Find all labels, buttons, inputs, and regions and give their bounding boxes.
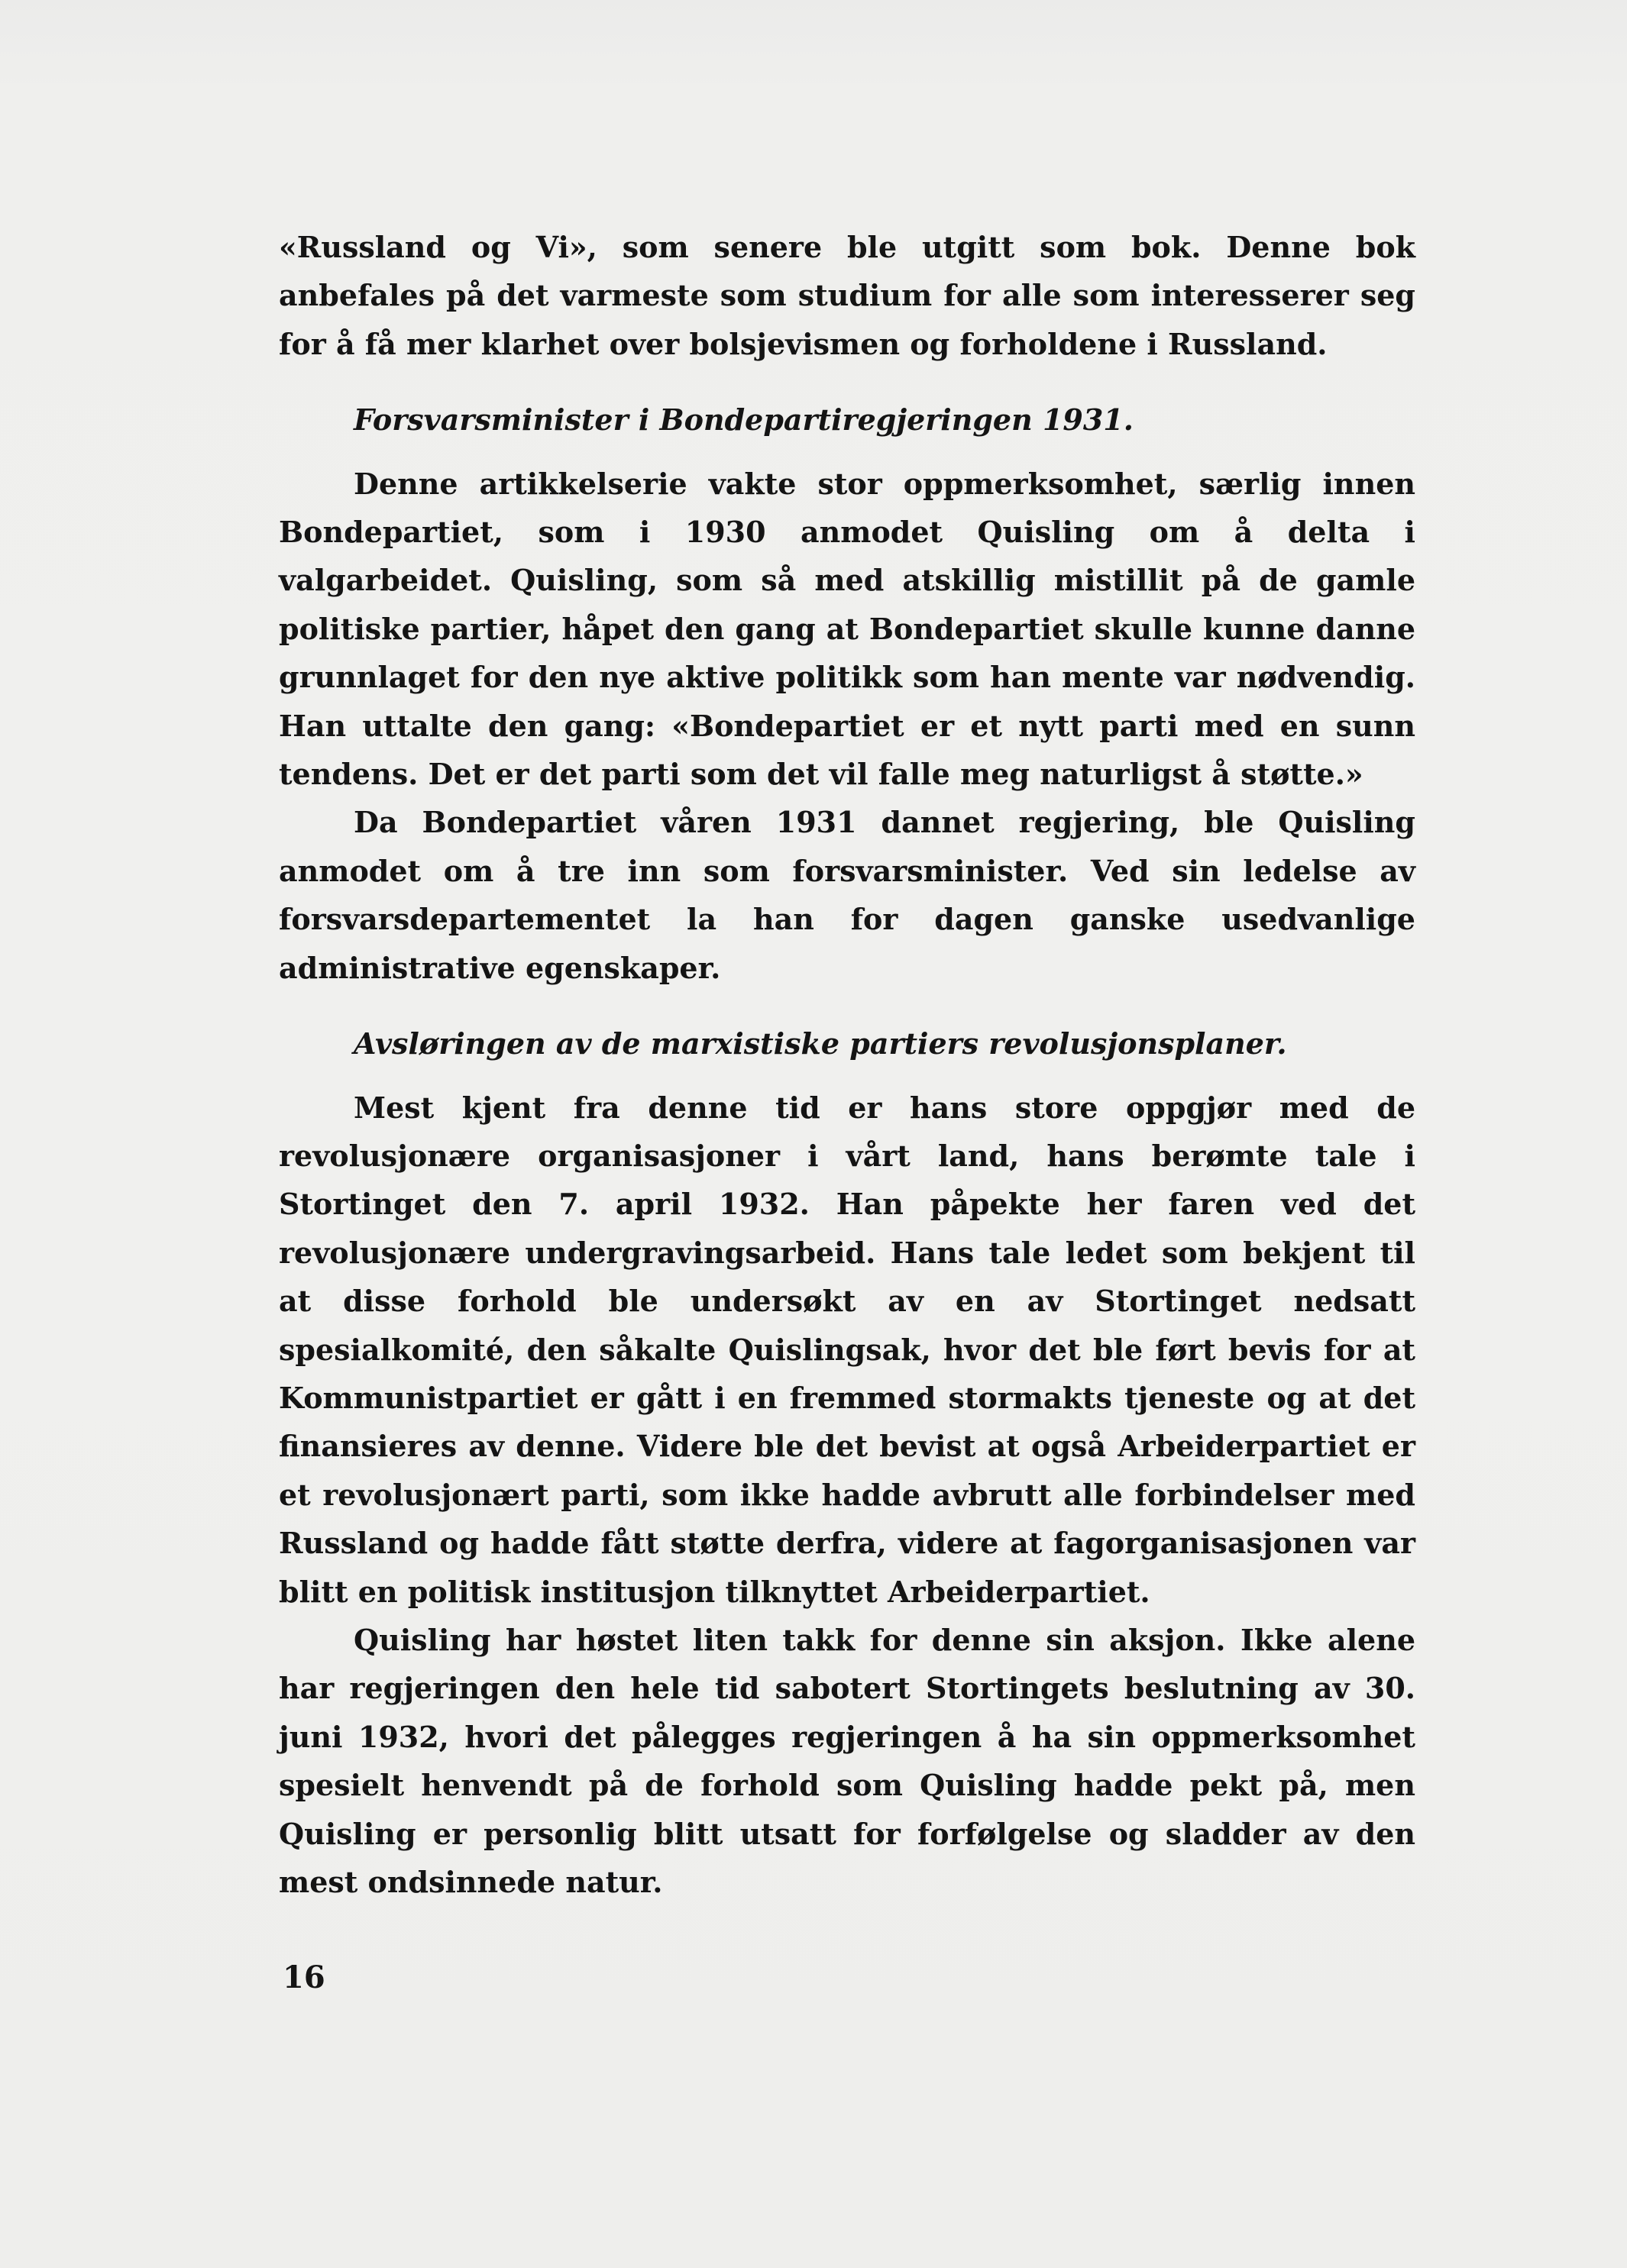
body-text	[279, 223, 1415, 1906]
section-heading-forsvarsminister: Forsvarsminister i Bondepartiregjeringen 1931.	[354, 402, 1134, 438]
section-heading-avsloringen: Avsløringen av de marxistiske partiers revolusjonsplaner.	[354, 1026, 1287, 1061]
paragraph-russland-og-vi: «Russland og Vi», som senere ble utgitt som bok. Denne bok anbefales på det varmeste som studium for alle som interesserer seg for å få mer klarhet over bolsjevismen og forholdene i Russland.	[279, 230, 1415, 361]
paragraph-oppgjor: Mest kjent fra denne tid er hans store oppgjør med de revolusjonære organisasjoner i vårt land, hans berømte tale i Stortinget den 7. april 1932. Han påpekte her faren ved det revolusjonære undergravingsarbeid. Hans tale ledet som bekjent til at disse forhold ble undersøkt av en av Stortinget nedsatt spesialkomité, den såkalte Quislingsak, hvor det ble ført bevis for at Kommunistpartiet er gått i en fremmed stormakts tjeneste og at det finansieres av denne. Videre ble det bevist at også Arbeiderpartiet er et revolusjonært parti, som ikke hadde avbrutt alle forbindelser med Russland og hadde fått støtte derfra, videre at fagorganisasjonen var blitt en politisk institusjon tilknyttet Arbeiderpartiet.	[279, 1090, 1415, 1609]
page-number: 16	[283, 1959, 325, 1995]
paragraph-regjering-1931: Da Bondepartiet våren 1931 dannet regjering, ble Quisling anmodet om å tre inn som forsvarsminister. Ved sin ledelse av forsvarsdepartementet la han for dagen ganske usedvanlige administrative egenskaper.	[279, 805, 1415, 985]
paragraph-liten-takk: Quisling har høstet liten takk for denne sin aksjon. Ikke alene har regjeringen den hele tid sabotert Stortingets beslutning av 30. juni 1932, hvori det pålegges regjeringen å ha sin oppmerksomhet spesielt henvendt på de forhold som Quisling hadde pekt på, men Quisling er personlig blitt utsatt for forfølgelse og sladder av den mest ondsinnede natur.	[279, 1622, 1415, 1899]
paragraph-artikkelserie: Denne artikkelserie vakte stor oppmerksomhet, særlig innen Bondepartiet, som i 1930 anmodet Quisling om å delta i valgarbeidet. Quisling, som så med atskillig mistillit på de gamle politiske partier, håpet den gang at Bondepartiet skulle kunne danne grunnlaget for den nye aktive politikk som han mente var nødvendig. Han uttalte den gang: «Bondepartiet er et nytt parti med en sunn tendens. Det er det parti som det vil falle meg naturligst å støtte.»	[279, 466, 1415, 792]
